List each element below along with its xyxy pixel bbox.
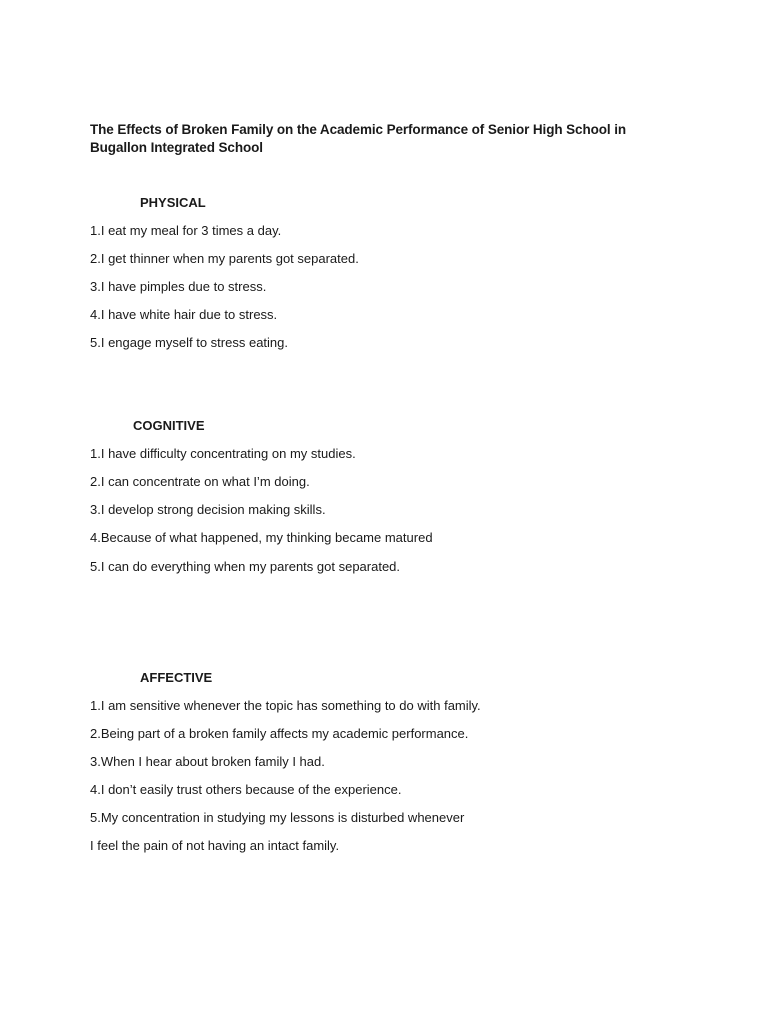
list-item: 5.My concentration in studying my lessons is disturbed whenever (90, 810, 465, 825)
list-item: 3.I develop strong decision making skills. (90, 502, 326, 517)
title-line-2: Bugallon Integrated School (90, 140, 263, 155)
list-item-continuation: I feel the pain of not having an intact family. (90, 838, 340, 853)
list-item: 1.I eat my meal for 3 times a day. (90, 223, 282, 238)
list-item: 2.I can concentrate on what I’m doing. (90, 474, 310, 489)
list-item: 4.Because of what happened, my thinking became matured (90, 530, 433, 545)
title-line-1: The Effects of Broken Family on the Academic Performance of Senior High School in (90, 122, 627, 137)
section-heading-physical: PHYSICAL (140, 195, 206, 210)
list-item: 1.I have difficulty concentrating on my studies. (90, 446, 356, 461)
list-item: 2.I get thinner when my parents got separated. (90, 251, 359, 266)
list-item: 2.Being part of a broken family affects my academic performance. (90, 726, 469, 741)
list-item: 3.When I hear about broken family I had. (90, 754, 325, 769)
list-item: 1.I am sensitive whenever the topic has something to do with family. (90, 698, 481, 713)
section-heading-affective: AFFECTIVE (140, 670, 213, 685)
document-title (90, 121, 690, 157)
list-item: 4.I don’t easily trust others because of the experience. (90, 782, 402, 797)
list-item: 4.I have white hair due to stress. (90, 307, 278, 322)
list-item: 5.I can do everything when my parents got separated. (90, 559, 401, 574)
list-item: 3.I have pimples due to stress. (90, 279, 267, 294)
list-item: 5.I engage myself to stress eating. (90, 335, 288, 350)
section-heading-cognitive: COGNITIVE (133, 418, 205, 433)
